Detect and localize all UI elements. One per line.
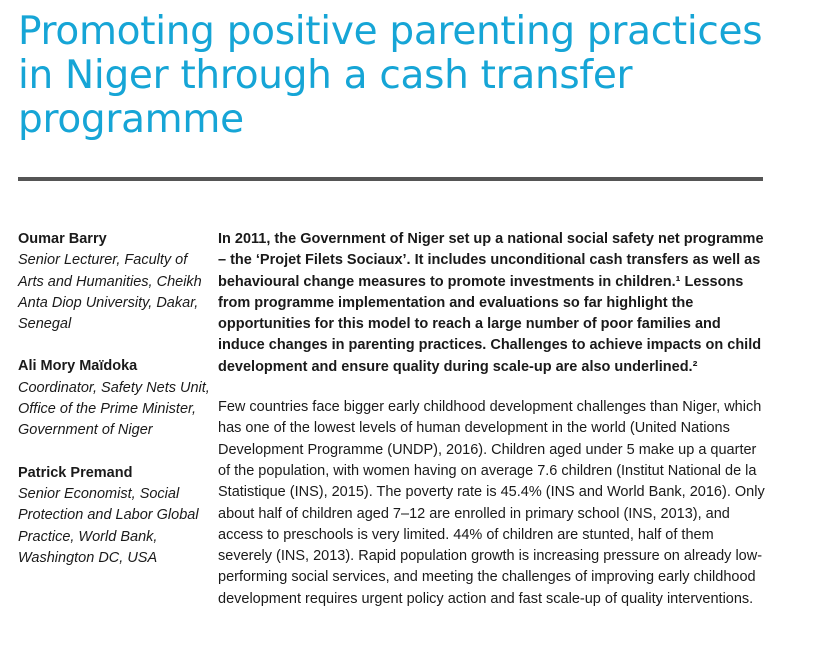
author-name: Ali Mory Maïdoka bbox=[18, 358, 138, 375]
body-paragraph: Few countries face bigger early childhood development challenges than Niger, which has one of the lowest levels of human development in the world (United Nations Development Programme (UNDP), 2016). Children aged under 5 make up a quarter of the population, with women having on average 7.6 children (Institut National de la Statistique (INS), 2015). The poverty rate is 45.4% (INS and World Bank, 2016). Only about half of children aged 7–12 are enrolled in primary school (INS, 2013), and access to preschools is very limited. 44% of children are stunted, half of them severely (INS, 2013). Rapid population growth is increasing pressure on already low-performing social services, and meeting the challenges of improving early childhood development requires urgent policy action and fast scale-up of quality interventions. bbox=[218, 399, 765, 607]
abstract-paragraph: In 2011, the Government of Niger set up a national social safety net programme – the ‘Projet Filets Sociaux’. It includes unconditional cash transfers as well as behavioural change measures to promote investments in children.¹ Lessons from programme implementation and evaluations so far highlight the opportunities for this model to reach a large number of poor families and induce changes in parenting practices. Challenges to achieve impacts on child development and ensure quality during scale-up are also underlined.² bbox=[218, 231, 764, 375]
author-sidebar bbox=[18, 229, 210, 590]
author-affiliation: Coordinator, Safety Nets Unit, Office of the Prime Minister, Government of Niger bbox=[18, 379, 210, 439]
article-main bbox=[218, 229, 766, 610]
article-title: Promoting positive parenting practices in Niger through a cash transfer programme bbox=[18, 9, 763, 142]
title-divider bbox=[18, 177, 763, 181]
author-block bbox=[18, 356, 210, 441]
author-affiliation: Senior Lecturer, Faculty of Arts and Humanities, Cheikh Anta Diop University, Dakar, Senegal bbox=[18, 252, 202, 333]
author-name: Patrick Premand bbox=[18, 464, 133, 481]
author-block bbox=[18, 229, 210, 335]
author-block bbox=[18, 463, 210, 569]
author-name: Oumar Barry bbox=[18, 231, 107, 247]
author-affiliation: Senior Economist, Social Protection and Labor Global Practice, World Bank, Washington DC, USA bbox=[18, 485, 199, 566]
